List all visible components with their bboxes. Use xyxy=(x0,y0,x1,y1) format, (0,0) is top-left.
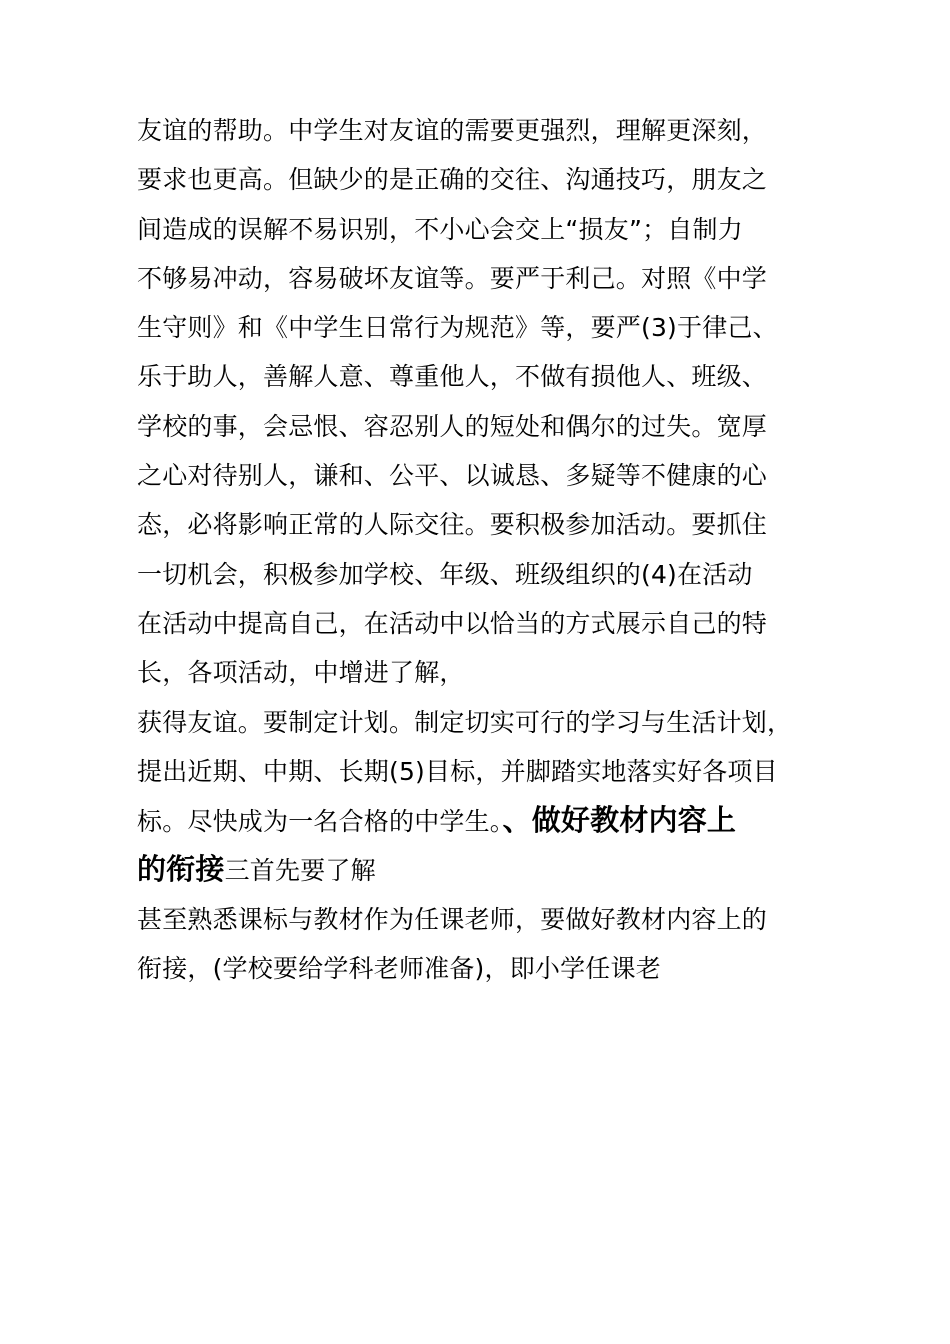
text-line: 在活动中提高自己，在活动中以恰当的方式展示自己的特 xyxy=(137,608,768,638)
text-line: 间造成的误解不易识别，不小心会交上“损友”；自制力 xyxy=(137,214,743,244)
text-normal: 标。尽快成为一名合格的中学生。 xyxy=(137,807,503,837)
text-line: 获得友谊。要制定计划。制定切实可行的学习与生活计划， xyxy=(137,707,793,737)
section-heading-cont: 的衔接 xyxy=(137,852,225,887)
text-line: 友谊的帮助。中学生对友谊的需要更强烈，理解更深刻， xyxy=(137,116,768,145)
text-line-mixed xyxy=(137,796,849,845)
text-line: 要求也更高。但缺少的是正确的交往、沟通技巧，朋友之 xyxy=(137,165,768,195)
text-line-mixed xyxy=(137,845,849,894)
text-normal: 三首先要了解 xyxy=(224,856,376,886)
text-line: 学校的事，会忌恨、容忍别人的短处和偶尔的过失。宽厚 xyxy=(137,411,768,441)
text-line: 长，各项活动，中增进了解， xyxy=(137,658,465,688)
text-line: 生守则》和《中学生日常行为规范》等，要严(3)于律己、 xyxy=(137,313,778,343)
text-line: 提出近期、中期、长期(5)目标，并脚踏实地落实好各项目 xyxy=(137,756,778,786)
text-line: 甚至熟悉课标与教材作为任课老师，要做好教材内容上的 xyxy=(137,904,768,934)
text-line: 衔接，(学校要给学科老师准备)，即小学任课老 xyxy=(137,954,661,984)
body-text xyxy=(137,106,849,993)
text-line: 不够易冲动，容易破坏友谊等。要严于利己。对照《中学 xyxy=(137,263,768,293)
section-heading: 、做好教材内容上 xyxy=(502,803,737,838)
text-line: 一切机会，积极参加学校、年级、班级组织的(4)在活动 xyxy=(137,559,753,589)
text-line: 态，必将影响正常的人际交往。要积极参加活动。要抓住 xyxy=(137,510,768,540)
text-line: 之心对待别人，谦和、公平、以诚恳、多疑等不健康的心 xyxy=(137,461,768,491)
text-line: 乐于助人，善解人意、尊重他人，不做有损他人、班级、 xyxy=(137,362,768,392)
